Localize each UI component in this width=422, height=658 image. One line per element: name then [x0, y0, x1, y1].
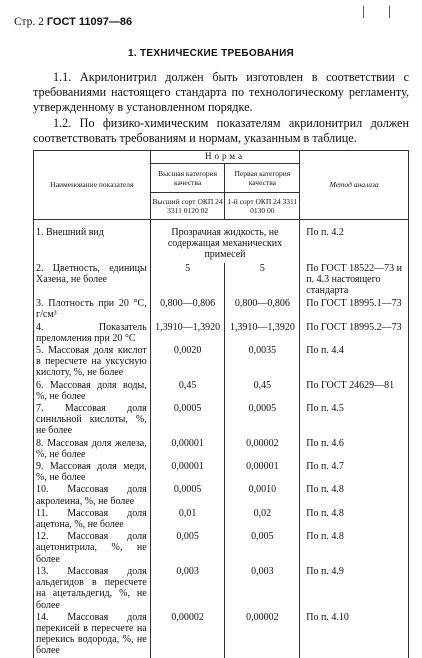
paragraph-1-2: 1.2. По физико-химическим показателям акрилонитрил должен соответствовать требованиям и нормам, указанным в таблице. [33, 116, 409, 145]
row-indicator-name: 10. Массовая доля акролеина, %, не более [34, 484, 151, 507]
column-header-quality-first: Первая категория качества [225, 164, 300, 193]
row-method: По ГОСТ 18522—73 и п. 4.3 настоящего стандарта [300, 263, 409, 299]
row-indicator-name: 2. Цветность, единицы Хазена, не более [34, 263, 151, 299]
row-indicator-name: 5. Массовая доля кислот в пересчете на уксусную кислоту, %, не более [34, 345, 151, 380]
row-method: По ГОСТ 18995.1—73 [300, 298, 409, 321]
row-indicator-name: 9. Массовая доля меди, %, не более [34, 461, 151, 484]
row-method: По п. 4.2 [300, 220, 409, 263]
row-value-top-grade: 0,0005 [150, 403, 225, 438]
page-header [14, 16, 132, 28]
table-row [34, 298, 409, 321]
table-row [34, 322, 409, 345]
row-method: По п. 4.8 [300, 508, 409, 531]
column-header-name: Наименование показателя [34, 151, 151, 220]
row-value-combined: Прозрачная жидкость, не содержащая механических примесей [150, 220, 300, 263]
row-value-first-grade: 0,0005 [225, 403, 300, 438]
row-value-first-grade: 0,0035 [225, 345, 300, 380]
row-indicator-name: 3. Плотность при 20 °С, г/см³ [34, 298, 151, 321]
row-value-first-grade: 0,00002 [225, 612, 300, 658]
row-value-top-grade: 0,00001 [150, 461, 225, 484]
row-value-top-grade: 5 [150, 263, 225, 299]
row-value-top-grade: 0,005 [150, 531, 225, 566]
row-method: По ГОСТ 18995.2—73 [300, 322, 409, 345]
row-value-top-grade: 0,0020 [150, 345, 225, 380]
row-method: По п. 4.4 [300, 345, 409, 380]
row-value-top-grade: 1,3910—1,3920 [150, 322, 225, 345]
table-row [34, 612, 409, 658]
paragraph-1-1: 1.1. Акрилонитрил должен быть изготовлен в соответствии с требованиями настоящего стандарта по технологическому регламенту, утвержденному в установленном порядке. [33, 70, 409, 114]
column-header-grade-first: 1-й сорт ОКП 24 3311 0130 00 [225, 193, 300, 220]
row-method: По п. 4.8 [300, 484, 409, 507]
row-method: По п. 4.10 [300, 612, 409, 658]
corner-marks: | | [362, 4, 402, 19]
row-value-top-grade: 0,0005 [150, 484, 225, 507]
row-value-top-grade: 0,00002 [150, 612, 225, 658]
column-header-method: Метод анализа [300, 151, 409, 220]
row-value-first-grade: 0,00002 [225, 438, 300, 461]
row-indicator-name: 14. Массовая доля перекисей в пересчете на перекись водорода, %, не более [34, 612, 151, 658]
row-value-first-grade: 0,800—0,806 [225, 298, 300, 321]
row-value-top-grade: 0,45 [150, 380, 225, 403]
row-value-first-grade: 0,0010 [225, 484, 300, 507]
row-indicator-name: 12. Массовая доля ацетонитрила, %, не более [34, 531, 151, 566]
row-value-top-grade: 0,01 [150, 508, 225, 531]
row-method: По п. 4.9 [300, 566, 409, 612]
table-row [34, 484, 409, 507]
section-title: 1. ТЕХНИЧЕСКИЕ ТРЕБОВАНИЯ [127, 48, 295, 59]
row-indicator-name: 8. Массовая доля железа, %, не более [34, 438, 151, 461]
table-row [34, 508, 409, 531]
row-method: По п. 4.8 [300, 531, 409, 566]
document-id: ГОСТ 11097—86 [46, 16, 133, 28]
row-method: По п. 4.6 [300, 438, 409, 461]
row-method: По ГОСТ 24629—81 [300, 380, 409, 403]
row-value-first-grade: 0,45 [225, 380, 300, 403]
row-indicator-name: 6. Массовая доля воды, %, не более [34, 380, 151, 403]
table-row [34, 345, 409, 380]
table-row [34, 403, 409, 438]
table-row [34, 263, 409, 299]
row-value-first-grade: 0,00001 [225, 461, 300, 484]
row-value-first-grade: 0,005 [225, 531, 300, 566]
row-value-top-grade: 0,003 [150, 566, 225, 612]
column-header-norm: Норма [150, 151, 300, 164]
row-value-first-grade: 0,02 [225, 508, 300, 531]
column-header-quality-top: Высшая категория качества [150, 164, 225, 193]
row-value-first-grade: 1,3910—1,3920 [225, 322, 300, 345]
table-row [34, 531, 409, 566]
row-value-first-grade: 0,003 [225, 566, 300, 612]
row-indicator-name: 11. Массовая доля ацетона, %, не более [34, 508, 151, 531]
column-header-grade-top: Высший сорт ОКП 24 3311 0120 02 [150, 193, 225, 220]
row-method: По п. 4.7 [300, 461, 409, 484]
page-number: Стр. 2 [14, 16, 44, 28]
requirements-table [33, 150, 409, 658]
table-row [34, 566, 409, 612]
table-row [34, 220, 409, 263]
row-value-first-grade: 5 [225, 263, 300, 299]
row-indicator-name: 4. Показатель преломления при 20 °С [34, 322, 151, 345]
row-indicator-name: 7. Массовая доля синильной кислоты, %, не более [34, 403, 151, 438]
row-indicator-name: 1. Внешний вид [34, 220, 151, 263]
table-row [34, 380, 409, 403]
row-value-top-grade: 0,800—0,806 [150, 298, 225, 321]
table-row [34, 461, 409, 484]
table-row [34, 438, 409, 461]
row-value-top-grade: 0,00001 [150, 438, 225, 461]
row-indicator-name: 13. Массовая доля альдегидов в пересчете на ацетальдегид, %, не более [34, 566, 151, 612]
row-method: По п. 4.5 [300, 403, 409, 438]
